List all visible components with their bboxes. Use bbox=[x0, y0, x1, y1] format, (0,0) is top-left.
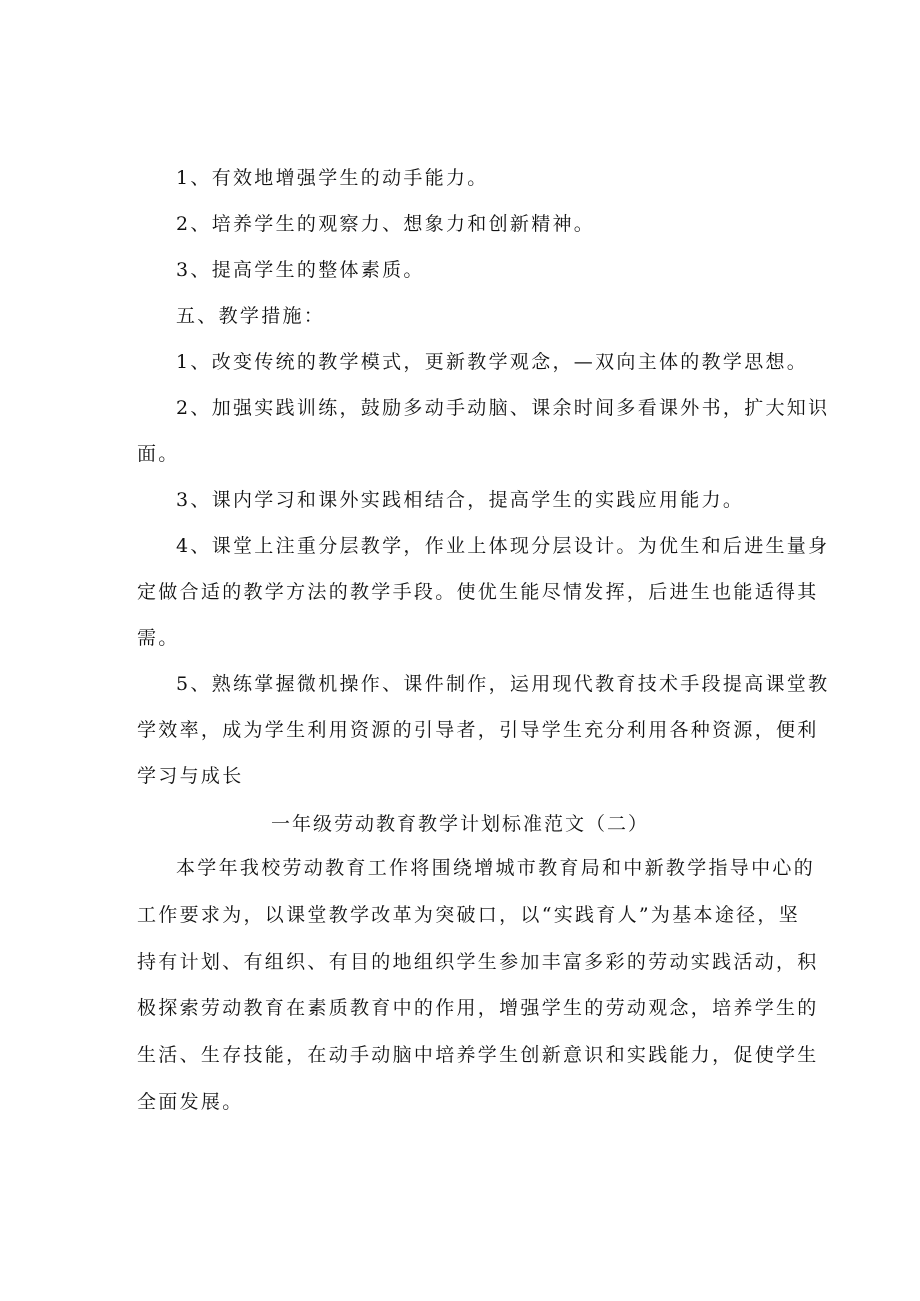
goal-item-3: 3、提高学生的整体素质。 bbox=[176, 259, 425, 281]
section-heading-measures: 五、教学措施： bbox=[176, 305, 326, 327]
measure-item-5-line-1: 5、熟练掌握微机操作、课件制作，运用现代教育技术手段提高课堂教 bbox=[176, 673, 830, 695]
measure-item-4-line-2: 定做合适的教学方法的教学手段。使优生能尽情发挥，后进生也能适得其 bbox=[137, 581, 819, 603]
measure-item-2-line-1: 2、加强实践训练，鼓励多动手动脑、课余时间多看课外书，扩大知识 bbox=[176, 397, 830, 419]
intro-paragraph-line-6: 全面发展。 bbox=[137, 1091, 244, 1113]
intro-paragraph-line-4: 极探索劳动教育在素质教育中的作用，增强学生的劳动观念，培养学生的 bbox=[137, 997, 819, 1019]
measure-item-5-line-2: 学效率，成为学生利用资源的引导者，引导学生充分利用各种资源，便利 bbox=[137, 719, 819, 741]
intro-paragraph-line-1: 本学年我校劳动教育工作将围绕增城市教育局和中新教学指导中心的 bbox=[176, 857, 816, 879]
measure-item-2-line-2: 面。 bbox=[137, 443, 180, 465]
intro-paragraph-line-2: 工作要求为，以课堂教学改革为突破口，以“实践育人”为基本途径，坚 bbox=[137, 904, 801, 926]
measure-item-1: 1、改变传统的教学模式，更新教学观念，—双向主体的教学思想。 bbox=[176, 351, 809, 373]
intro-paragraph-line-5: 生活、生存技能，在动手动脑中培养学生创新意识和实践能力，促使学生 bbox=[137, 1044, 819, 1066]
goal-item-1: 1、有效地增强学生的动手能力。 bbox=[176, 167, 489, 189]
measure-item-4-line-1: 4、课堂上注重分层教学，作业上体现分层设计。为优生和后进生量身 bbox=[176, 535, 830, 557]
measure-item-3: 3、课内学习和课外实践相结合，提高学生的实践应用能力。 bbox=[176, 489, 745, 511]
goal-item-2: 2、培养学生的观察力、想象力和创新精神。 bbox=[176, 213, 596, 235]
intro-paragraph-line-3: 持有计划、有组织、有目的地组织学生参加丰富多彩的劳动实践活动，积 bbox=[137, 951, 819, 973]
article-title: 一年级劳动教育教学计划标准范文（二） bbox=[270, 813, 649, 835]
measure-item-5-line-3: 学习与成长 bbox=[137, 765, 244, 787]
measure-item-4-line-3: 需。 bbox=[137, 627, 180, 649]
